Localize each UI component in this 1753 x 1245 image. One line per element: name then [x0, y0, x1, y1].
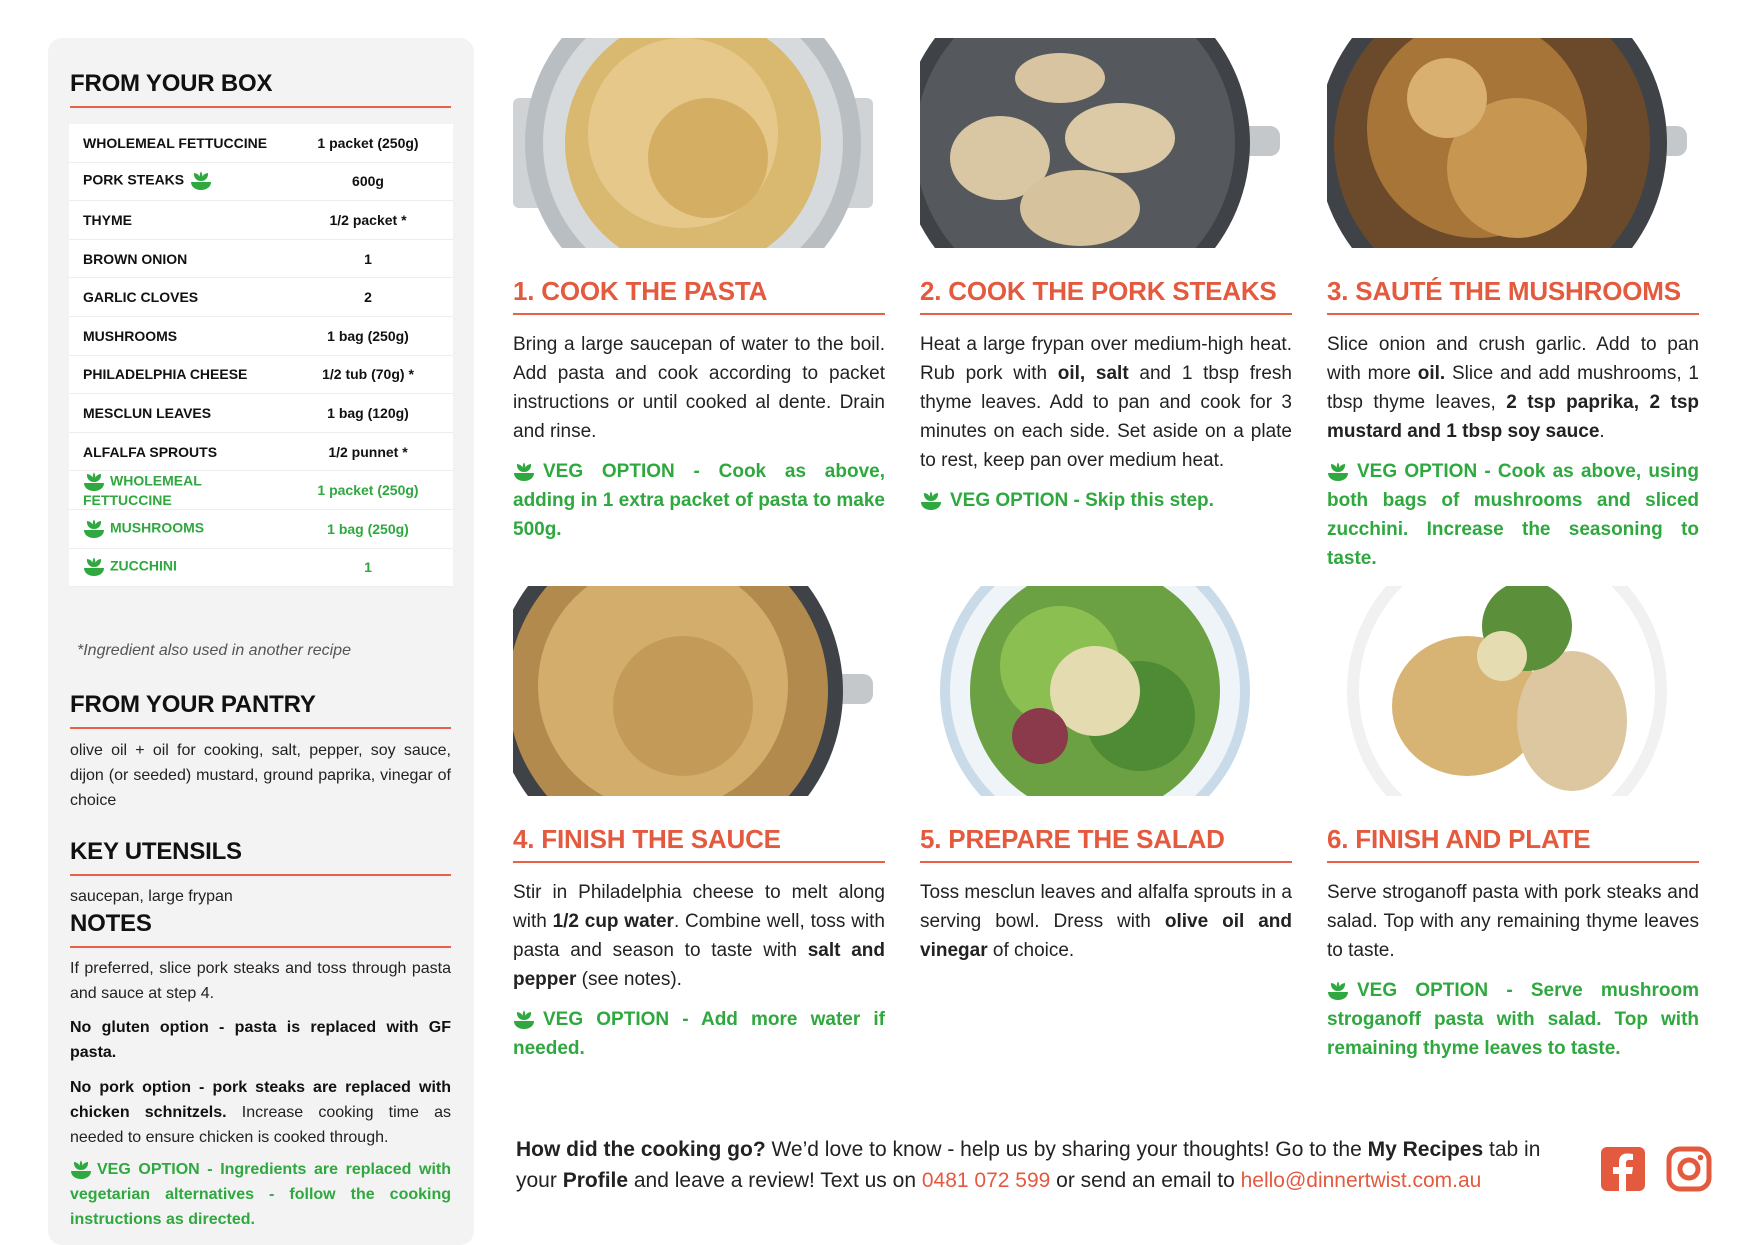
ingredient-qty: 1 bag (250g) [283, 316, 453, 355]
ingredient-name [69, 201, 283, 240]
ingredient-name [69, 509, 283, 548]
step-body-bold: salt and pepper [513, 940, 885, 990]
leaf-bowl-icon [920, 491, 942, 511]
ingredient-label: MESCLUN LEAVES [83, 404, 212, 421]
step-veg-option [1327, 976, 1699, 1063]
ingredient-label: THYME [83, 211, 132, 228]
ingredient-label: GARLIC CLOVES [83, 289, 199, 306]
step-1 [513, 38, 885, 544]
ingredient-name [69, 124, 283, 162]
step-body [513, 878, 885, 994]
note-veg-option [70, 1157, 451, 1232]
from-your-box-heading: FROM YOUR BOX [70, 70, 451, 108]
step-body-text: Bring a large saucepan of water to the boil. Add pasta and cook according to packet instructions or until cooked al dente. Drain and rinse. [513, 334, 885, 442]
ingredient-label: ZUCCHINI [110, 558, 177, 575]
step-body [1327, 878, 1699, 965]
ingredient-qty: 600g [283, 162, 453, 201]
step-body-text: of choice. [987, 940, 1075, 961]
step-body [513, 330, 885, 446]
ingredient-label: PHILADELPHIA CHEESE [83, 366, 248, 383]
ingredient-qty: 1 bag (250g) [283, 509, 453, 548]
ingredient-qty: 1 packet (250g) [283, 124, 453, 162]
ingredient-name [69, 432, 283, 471]
note-no-gluten: No gluten option - pasta is replaced with GF pasta. [70, 1019, 451, 1061]
ingredient-row [69, 471, 453, 510]
feedback-text: and leave a review! Text us on [628, 1169, 922, 1192]
step-veg-option [1327, 457, 1699, 573]
note-veg-text: VEG OPTION - Ingredients are replaced with vegetarian alternatives - follow the cooking instructions as directed. [70, 1161, 451, 1228]
step-body-text: (see notes). [576, 969, 682, 990]
step-body-text: Heat a large frypan over medium-high heat. Rub pork with [920, 334, 1292, 384]
ingredient-label: MUSHROOMS [83, 327, 178, 344]
step-body-text: and 1 tbsp fresh thyme leaves. Add to pan and cook for 3 minutes on each side. Set aside on a plate to rest, keep pan over medium heat. [920, 363, 1292, 471]
my-recipes-label: My Recipes [1367, 1138, 1484, 1161]
step-body-text: . [1599, 421, 1605, 442]
facebook-icon[interactable] [1600, 1146, 1646, 1192]
ingredient-row [69, 201, 453, 240]
ingredient-row [69, 432, 453, 471]
ingredient-label: WHOLEMEAL FETTUCCINE [83, 134, 268, 151]
leaf-bowl-icon [83, 557, 105, 577]
step-body-text: Serve stroganoff pasta with pork steaks and salad. Top with any remaining thyme leaves to taste. [1327, 882, 1699, 961]
feedback-question: How did the cooking go? [516, 1138, 766, 1161]
leaf-bowl-icon [513, 1010, 535, 1030]
ingredient-row [69, 278, 453, 317]
step-6 [1327, 586, 1699, 1063]
ingredient-qty: 1 [283, 239, 453, 278]
step-title: 1. COOK THE PASTA [513, 276, 885, 315]
step-body-text: . Combine well, toss with pasta and season to taste with [513, 911, 885, 961]
mushroom-frypan-photo [1327, 38, 1687, 248]
ingredient-name [69, 162, 283, 201]
key-utensils-heading: KEY UTENSILS [70, 838, 451, 876]
ingredient-label: MUSHROOMS [110, 519, 205, 536]
ingredient-qty: 1/2 tub (70g) * [283, 355, 453, 394]
instagram-icon[interactable] [1666, 1146, 1712, 1192]
ingredient-qty: 1 bag (120g) [283, 394, 453, 433]
step-body [920, 878, 1292, 965]
ingredient-qty: 1/2 packet * [283, 201, 453, 240]
profile-label: Profile [562, 1169, 629, 1192]
ingredient-footnote: *Ingredient also used in another recipe [77, 642, 351, 659]
step-body [920, 330, 1292, 475]
step-body-bold: 2 tsp paprika, 2 tsp mustard and 1 tbsp soy sauce [1327, 392, 1699, 442]
step-veg-text: VEG OPTION - Serve mushroom stroganoff pasta with salad. Top with remaining thyme leaves to taste. [1327, 980, 1699, 1059]
feedback-text: We’d love to know - help us by sharing your thoughts! Go to the [765, 1138, 1368, 1161]
leaf-bowl-icon [1327, 981, 1349, 1001]
step-title: 2. COOK THE PORK STEAKS [920, 276, 1292, 315]
step-veg-option [920, 486, 1292, 515]
step-body-bold: olive oil and vinegar [920, 911, 1292, 961]
utensils-text: saucepan, large frypan [70, 888, 233, 905]
step-title: 5. PREPARE THE SALAD [920, 824, 1292, 863]
salad-bowl-photo [920, 586, 1280, 796]
colander-pasta-photo [513, 38, 873, 248]
step-title: 4. FINISH THE SAUCE [513, 824, 885, 863]
feedback-message [516, 1134, 1576, 1196]
ingredient-name [69, 471, 283, 510]
ingredient-row [69, 239, 453, 278]
step-3 [1327, 38, 1699, 573]
pork-frypan-photo [920, 38, 1280, 248]
ingredient-label: BROWN ONION [83, 250, 188, 267]
leaf-bowl-icon [190, 171, 212, 191]
ingredient-qty: 1/2 punnet * [283, 432, 453, 471]
ingredient-row [69, 548, 453, 587]
step-2 [920, 38, 1292, 515]
step-body-text: Slice and add mushrooms, 1 tbsp thyme leaves, [1327, 363, 1699, 413]
step-veg-text: VEG OPTION - Skip this step. [950, 490, 1214, 511]
step-body-text: Stir in Philadelphia cheese to melt along with [513, 882, 885, 932]
leaf-bowl-icon [1327, 462, 1349, 482]
ingredient-name [69, 394, 283, 433]
ingredient-name [69, 355, 283, 394]
step-body-bold: 1/2 cup water [552, 911, 674, 932]
step-veg-text: VEG OPTION - Cook as above, adding in 1 extra packet of pasta to make 500g. [513, 461, 885, 540]
ingredients-panel [48, 38, 474, 1245]
ingredient-name [69, 278, 283, 317]
feedback-text: tab in your [516, 1138, 1541, 1192]
ingredient-label: PORK STEAKS [83, 172, 185, 189]
step-body-text: Slice onion and crush garlic. Add to pan with more [1327, 334, 1699, 384]
pantry-text: olive oil + oil for cooking, salt, pepper, soy sauce, dijon (or seeded) mustard, ground paprika, vinegar of choice [70, 742, 451, 809]
step-title: 3. SAUTÉ THE MUSHROOMS [1327, 276, 1699, 315]
note-no-pork [70, 1075, 451, 1150]
ingredients-table [69, 124, 453, 587]
note-no-pork-bold: No pork option - pork steaks are replaced with chicken schnitzels. [70, 1079, 451, 1121]
note-no-pork-rest: Increase cooking time as needed to ensure chicken is cooked through. [70, 1104, 452, 1146]
note-slice-pork: If preferred, slice pork steaks and toss through pasta and sauce at step 4. [70, 960, 451, 1002]
step-5 [920, 586, 1292, 965]
ingredient-qty: 1 packet (250g) [283, 471, 453, 510]
leaf-bowl-icon [70, 1160, 92, 1180]
ingredient-label: WHOLEMEAL FETTUCCINE [83, 472, 202, 509]
ingredient-name [69, 548, 283, 587]
ingredient-row [69, 509, 453, 548]
email-link[interactable]: hello@dinnertwist.com.au [1240, 1169, 1482, 1192]
from-your-pantry-heading: FROM YOUR PANTRY [70, 691, 451, 729]
step-body [1327, 330, 1699, 446]
notes-heading: NOTES [70, 910, 451, 948]
step-body-text: Toss mesclun leaves and alfalfa sprouts in a serving bowl. Dress with [920, 882, 1292, 932]
step-veg-option [513, 457, 885, 544]
ingredient-qty: 2 [283, 278, 453, 317]
ingredient-row [69, 316, 453, 355]
feedback-text: or send an email to [1050, 1169, 1241, 1192]
leaf-bowl-icon [83, 519, 105, 539]
step-body-bold: oil. [1417, 363, 1446, 384]
step-4 [513, 586, 885, 1063]
phone-link[interactable]: 0481 072 599 [921, 1169, 1051, 1192]
sauce-pasta-photo [513, 586, 873, 796]
ingredient-row [69, 124, 453, 162]
ingredient-row [69, 162, 453, 201]
leaf-bowl-icon [513, 462, 535, 482]
step-title: 6. FINISH AND PLATE [1327, 824, 1699, 863]
ingredient-row [69, 355, 453, 394]
ingredient-qty: 1 [283, 548, 453, 587]
step-veg-option [513, 1005, 885, 1063]
ingredient-label: ALFALFA SPROUTS [83, 443, 218, 460]
plated-dish-photo [1327, 586, 1687, 796]
step-veg-text: VEG OPTION - Add more water if needed. [513, 1009, 885, 1059]
ingredient-name [69, 239, 283, 278]
ingredient-name [69, 316, 283, 355]
step-veg-text: VEG OPTION - Cook as above, using both bags of mushrooms and sliced zucchini. Increase the seasoning to taste. [1327, 461, 1699, 569]
ingredient-row [69, 394, 453, 433]
leaf-bowl-icon [83, 472, 105, 492]
step-body-bold: oil, salt [1057, 363, 1129, 384]
